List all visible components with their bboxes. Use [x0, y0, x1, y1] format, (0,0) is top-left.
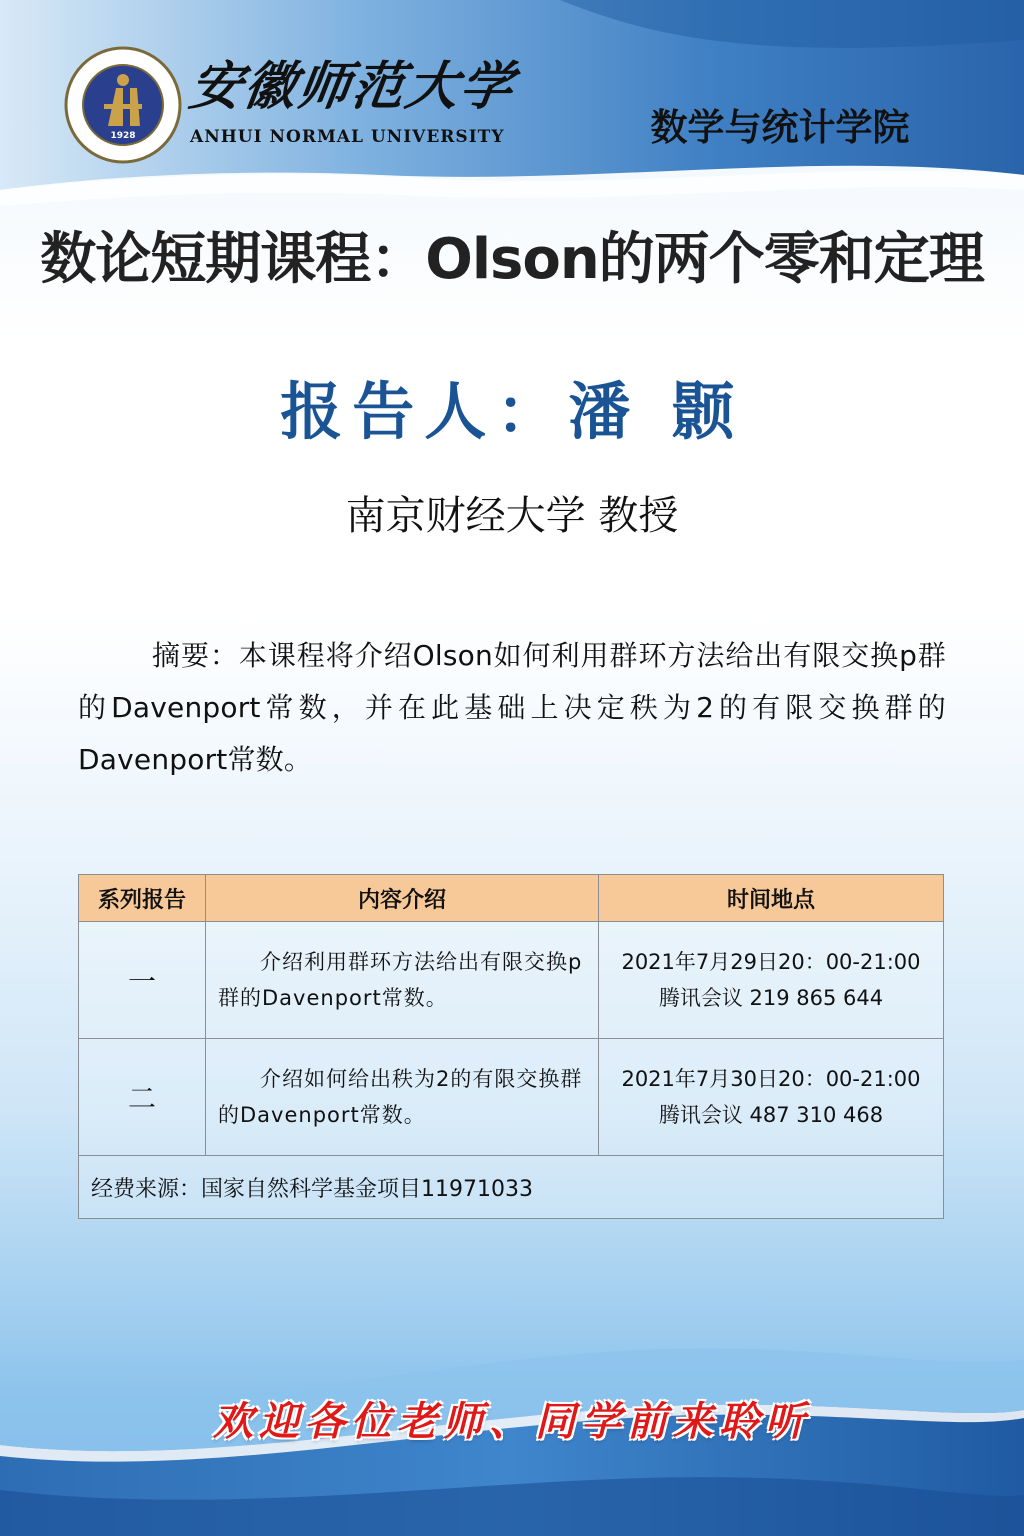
- series-index: 二: [79, 1039, 206, 1156]
- series-time-location: [599, 1039, 944, 1156]
- speaker-affiliation: 南京财经大学 教授: [345, 493, 679, 539]
- funding-row: [79, 1156, 944, 1219]
- column-header-series: 系列报告: [79, 875, 206, 922]
- column-header-time-location: 时间地点: [599, 875, 944, 922]
- university-name-cn: 安徽师范大学: [185, 56, 519, 117]
- series-time-location: [599, 922, 944, 1039]
- welcome-slogan: 欢迎各位老师、同学前来聆听: [213, 1398, 811, 1445]
- series-content: 介绍利用群环方法给出有限交换p群的Davenport常数。: [206, 922, 599, 1039]
- course-title: 数论短期课程：Olson的两个零和定理: [40, 227, 984, 292]
- series-location: 腾讯会议 219 865 644: [658, 986, 884, 1010]
- university-seal-logo: [64, 46, 182, 164]
- table-row: [79, 1039, 944, 1156]
- series-location: 腾讯会议 487 310 468: [658, 1103, 884, 1127]
- schedule-table: [78, 874, 944, 1219]
- column-header-content: 内容介绍: [206, 875, 599, 922]
- funding-source: 经费来源：国家自然科学基金项目11971033: [79, 1156, 944, 1219]
- table-row: [79, 922, 944, 1039]
- university-name-en: ANHUI NORMAL UNIVERSITY: [190, 127, 505, 147]
- speaker-name: 报告人：潘 颢: [280, 375, 744, 448]
- series-time: 2021年7月29日20：00-21:00: [621, 950, 921, 974]
- seal-year: 1928: [110, 131, 136, 141]
- table-header-row: [79, 875, 944, 922]
- series-time: 2021年7月30日20：00-21:00: [621, 1067, 921, 1091]
- abstract-paragraph: 摘要：本课程将介绍Olson如何利用群环方法给出有限交换p群的Davenport常数，并在此基础上决定秩为2的有限交换群的Davenport常数。: [78, 639, 946, 776]
- series-content: 介绍如何给出秩为2的有限交换群的Davenport常数。: [206, 1039, 599, 1156]
- department-name: 数学与统计学院: [650, 106, 910, 149]
- series-index: 一: [79, 922, 206, 1039]
